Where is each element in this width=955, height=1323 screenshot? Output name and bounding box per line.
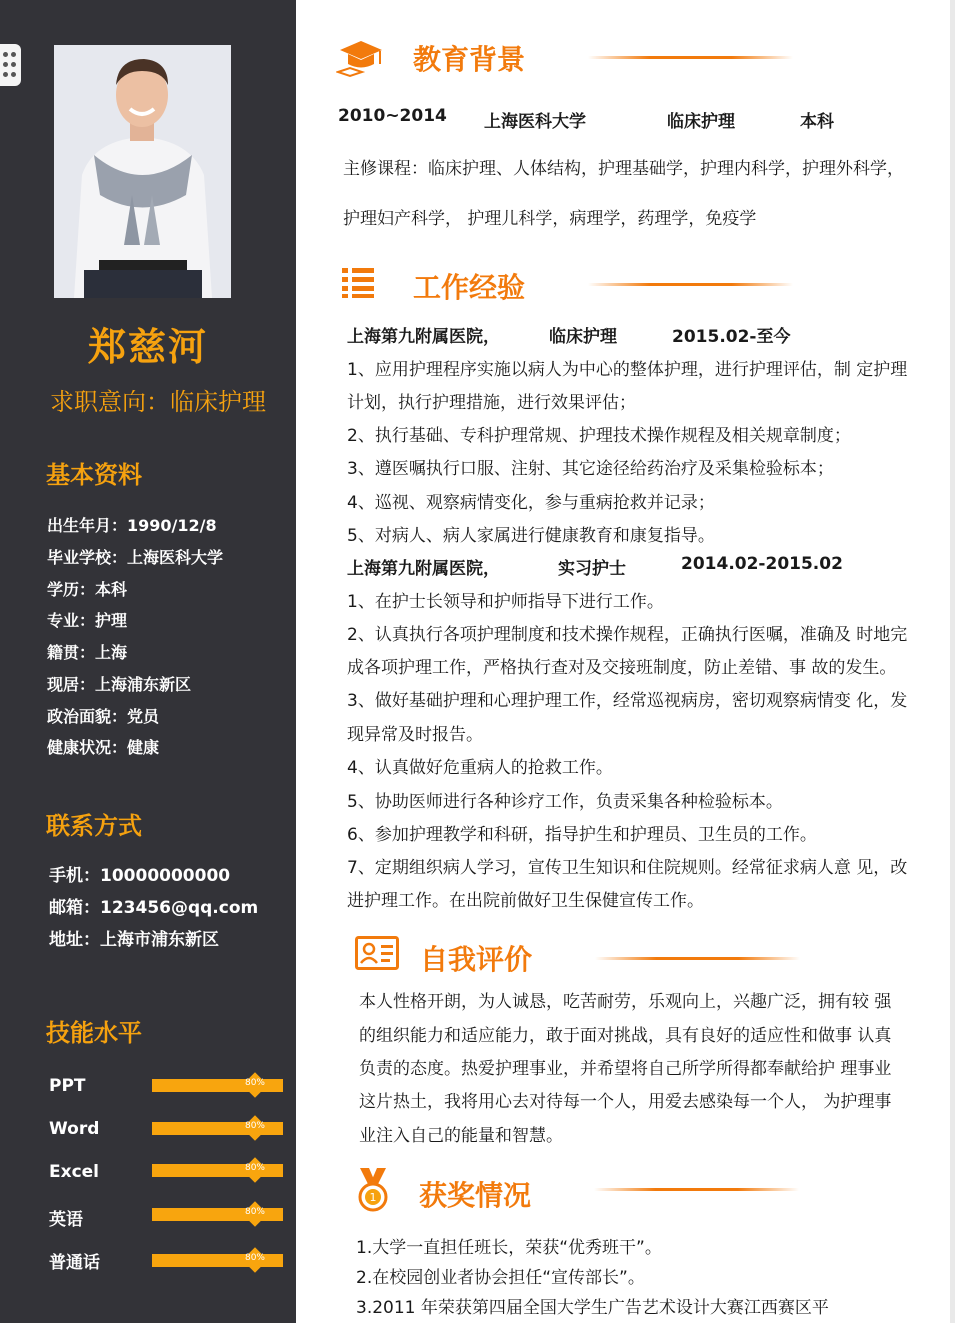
job-duty: 进护理工作。在出院前做好卫生保健宣传工作。 — [347, 891, 704, 911]
edu-courses: 主修课程：临床护理、人体结构，护理基础学，护理内科学，护理外科学， — [343, 159, 904, 179]
self-eval-text: 本人性格开朗，为人诚恳，吃苦耐劳，乐观向上，兴趣广泛，拥有较 强 — [359, 992, 892, 1012]
job-duty: 3、遵医嘱执行口服、注射、其它途径给药治疗及采集检验标本； — [347, 459, 834, 479]
job-duty: 4、巡视、观察病情变化，参与重病抢救并记录； — [347, 493, 715, 513]
id-card-icon — [355, 936, 399, 974]
skill-level-marker: 80% — [242, 1157, 268, 1183]
job-duty: 4、认真做好危重病人的抢救工作。 — [347, 758, 613, 778]
job-hospital: 上海第九附属医院， — [347, 327, 500, 347]
job-hospital: 上海第九附属医院， — [347, 559, 500, 579]
contact-address: 地址：上海市浦东新区 — [49, 930, 219, 950]
self-eval-text: 的组织能力和适应能力，敢于面对挑战，具有良好的适应性和做事 认真 — [359, 1026, 892, 1046]
skill-level-marker: 80% — [242, 1115, 268, 1141]
self-eval-title: 自我评价 — [420, 943, 533, 976]
info-residence: 现居：上海浦东新区 — [47, 675, 192, 694]
job-duty: 1、应用护理程序实施以病人为中心的整体护理，进行护理评估，制 定护理 — [347, 360, 908, 380]
info-major: 专业：护理 — [47, 611, 128, 630]
section-divider — [588, 56, 793, 59]
info-birth: 出生年月：1990/12/8 — [47, 516, 217, 535]
drag-handle-icon[interactable] — [0, 44, 21, 86]
page-edge — [950, 0, 955, 1323]
job-intent: 求职意向：临床护理 — [50, 388, 266, 416]
graduation-cap-icon — [336, 38, 386, 82]
education-title: 教育背景 — [413, 43, 526, 76]
work-title: 工作经验 — [413, 271, 526, 304]
basic-info-title: 基本资料 — [46, 461, 142, 489]
edu-courses: 护理妇产科学， 护理儿科学，病理学，药理学，免疫学 — [343, 209, 757, 229]
award-item: 1.大学一直担任班长，荣获“优秀班干”。 — [356, 1238, 662, 1258]
section-divider — [588, 283, 793, 286]
section-divider — [595, 957, 800, 960]
self-eval-text: 业注入自己的能量和智慧。 — [359, 1126, 563, 1146]
self-eval-text: 负责的态度。热爱护理事业，并希望将自己所学所得都奉献给护 理事业 — [359, 1059, 892, 1079]
job-duty: 2、认真执行各项护理制度和技术操作规程，正确执行医嘱，准确及 时地完 — [347, 625, 908, 645]
job-role: 实习护士 — [558, 559, 626, 579]
skill-label: 英语 — [49, 1210, 83, 1230]
edu-period: 2010~2014 — [338, 106, 447, 126]
skills-title: 技能水平 — [46, 1019, 142, 1047]
edu-degree: 本科 — [800, 112, 834, 132]
skill-level-marker: 80% — [242, 1072, 268, 1098]
self-eval-text: 这片热土，我将用心去对待每一个人，用爱去感染每一个人， 为护理事 — [359, 1092, 892, 1112]
profile-photo — [54, 45, 231, 298]
skill-label: PPT — [49, 1076, 86, 1096]
info-health: 健康状况：健康 — [47, 738, 160, 757]
job-period: 2014.02-2015.02 — [681, 554, 843, 574]
skill-level-marker: 80% — [242, 1247, 268, 1273]
job-duty: 5、协助医师进行各种诊疗工作，负责采集各种检验标本。 — [347, 792, 783, 812]
award-item: 2.在校园创业者协会担任“宣传部长”。 — [356, 1268, 645, 1288]
skill-label: Excel — [49, 1162, 100, 1182]
section-divider — [594, 1188, 799, 1191]
job-duty: 计划，执行护理措施，进行效果评估； — [347, 393, 636, 413]
info-education: 学历：本科 — [47, 580, 128, 599]
job-duty: 7、定期组织病人学习，宣传卫生知识和住院规则。经常征求病人意 见，改 — [347, 858, 908, 878]
candidate-name: 郑慈河 — [87, 325, 208, 369]
contact-title: 联系方式 — [46, 812, 142, 840]
skill-label: 普通话 — [49, 1253, 100, 1273]
edu-school: 上海医科大学 — [484, 112, 586, 132]
skill-level-marker: 80% — [242, 1201, 268, 1227]
info-school: 毕业学校：上海医科大学 — [47, 548, 224, 567]
medal-icon — [356, 1166, 390, 1216]
info-hometown: 籍贯：上海 — [47, 643, 128, 662]
job-duty: 2、执行基础、专科护理常规、护理技术操作规程及相关规章制度； — [347, 426, 851, 446]
job-duty: 1、在护士长领导和护师指导下进行工作。 — [347, 592, 664, 612]
job-duty: 5、对病人、病人家属进行健康教育和康复指导。 — [347, 526, 715, 546]
job-duty: 现异常及时报告。 — [347, 725, 483, 745]
svg-text:1: 1 — [369, 1191, 377, 1204]
edu-major: 临床护理 — [667, 112, 735, 132]
job-duty: 成各项护理工作，严格执行查对及交接班制度，防止差错、事 故的发生。 — [347, 658, 897, 678]
job-period: 2015.02-至今 — [672, 327, 791, 347]
awards-title: 获奖情况 — [419, 1179, 532, 1212]
job-duty: 3、做好基础护理和心理护理工作，经常巡视病房，密切观察病情变 化，发 — [347, 691, 908, 711]
job-duty: 6、参加护理教学和科研，指导护生和护理员、卫生员的工作。 — [347, 825, 817, 845]
list-icon — [342, 266, 376, 302]
contact-email: 邮箱：123456@qq.com — [49, 898, 259, 918]
skill-label: Word — [49, 1119, 100, 1139]
award-item: 3.2011 年荣获第四届全国大学生广告艺术设计大赛江西赛区平 — [356, 1298, 829, 1318]
info-political: 政治面貌：党员 — [47, 707, 160, 726]
job-role: 临床护理 — [549, 327, 617, 347]
contact-phone: 手机：10000000000 — [49, 866, 231, 886]
